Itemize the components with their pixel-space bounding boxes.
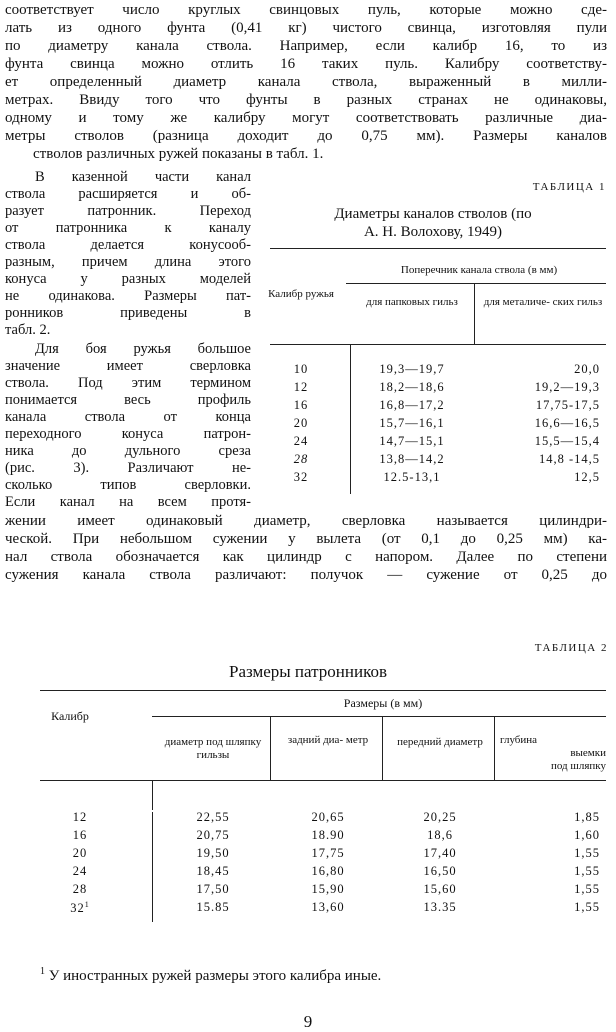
- text-line: метрах. Ввиду того что фунты в разных странах не одинаковы,: [5, 92, 607, 108]
- text-line: по диаметру канала ствола. Например, если калибр 16, то из: [5, 38, 607, 54]
- t2-cell-rim-depth: 1,60: [574, 828, 600, 842]
- t2-cell-rim-diameter: 20,75: [196, 828, 230, 842]
- text-line: сужения канала ствола различают: получок — сужение от 0,25 до: [5, 567, 607, 583]
- t2-cell-rear-diameter: 15,90: [311, 882, 345, 896]
- table-rule: [270, 248, 606, 249]
- text-line: от патронника к каналу: [5, 220, 251, 236]
- t1-cell-paper: 15,7—16,1: [379, 416, 445, 430]
- t1-cell-caliber: 32: [293, 470, 309, 484]
- text-line: ческой. При небольшом сужении у вылета (от 0,1 до 0,25 мм) ка-: [5, 531, 607, 547]
- column-header-metal: для металиче- ских гильз: [483, 296, 603, 308]
- column-header-front-diameter: передний диаметр: [397, 736, 483, 748]
- table-rule: [40, 780, 606, 781]
- footnote-text: У иностранных ружей размеры этого калибра иные.: [48, 968, 382, 984]
- footnote: [40, 966, 381, 985]
- t1-cell-paper: 16,8—17,2: [379, 398, 445, 412]
- text-line: ствола. Под этим термином: [5, 375, 251, 391]
- text-line: конуса у разных моделей: [5, 271, 251, 287]
- t1-cell-paper: 19,3—19,7: [379, 362, 445, 376]
- table-rule: [474, 283, 475, 345]
- t2-cell-front-diameter: 17,40: [423, 846, 457, 860]
- table-rule: [152, 780, 153, 810]
- t2-cell-rear-diameter: 17,75: [311, 846, 345, 860]
- t2-cell-caliber: 20: [72, 846, 88, 860]
- t2-cell-rim-depth: 1,55: [574, 900, 600, 914]
- table-title: А. Н. Волохову, 1949): [363, 224, 503, 240]
- t2-cell-rim-diameter: 22,55: [196, 810, 230, 824]
- t2-cell-caliber: 24: [72, 864, 88, 878]
- text-line: лать из одного фунта (0,41 кг) чистого свинца, изготовляя пули: [5, 20, 607, 36]
- table-rule: [494, 716, 495, 780]
- t2-cell-rear-diameter: 16,80: [311, 864, 345, 878]
- text-line: метры стволов (разница доходит до 0,75 мм). Размеры каналов: [5, 128, 607, 144]
- text-line: фунта свинца можно отлить 16 таких пуль. Калибру соответству-: [5, 56, 607, 72]
- t2-cell-front-diameter: 16,50: [423, 864, 457, 878]
- t1-cell-metal: 19,2—19,3: [534, 380, 600, 394]
- text-line: разным, причем длина этого: [5, 254, 251, 270]
- text-line: ет определенный диаметр канала ствола, выраженный в милли-: [5, 74, 607, 90]
- column-header-caliber: Калибр: [51, 709, 89, 723]
- text-line: не одинакова. Размеры пат-: [5, 288, 251, 304]
- page-number: 9: [303, 1012, 313, 1031]
- t2-cell-rim-depth: 1,85: [574, 810, 600, 824]
- text-line: табл. 2.: [5, 322, 51, 338]
- t2-cell-front-diameter: 18,6: [427, 828, 453, 842]
- table-caption: ТАБЛИЦА 2: [534, 642, 608, 654]
- table-rule: [152, 812, 153, 922]
- t2-cell-rear-diameter: 18.90: [311, 828, 345, 842]
- t2-cell-caliber: 16: [72, 828, 88, 842]
- text-line: жении имеет одинаковый диаметр, сверловка называется цилиндри-: [5, 513, 607, 529]
- t2-cell-rim-diameter: 15.85: [196, 900, 230, 914]
- table-caption: ТАБЛИЦА 1: [532, 181, 606, 193]
- t2-cell-rear-diameter: 13,60: [311, 900, 345, 914]
- t1-cell-caliber: 12: [293, 380, 309, 394]
- t2-cell-rim-diameter: 19,50: [196, 846, 230, 860]
- column-header-rim-depth: глубина выемки под шляпку: [500, 734, 606, 772]
- table-rule: [152, 716, 606, 717]
- t2-cell-rim-depth: 1,55: [574, 882, 600, 896]
- text-line: значение имеет сверловка: [5, 358, 251, 374]
- text-line: понимается весь профиль: [5, 392, 251, 408]
- t2-cell-front-diameter: 13.35: [423, 900, 457, 914]
- t2-cell-front-diameter: 15,60: [423, 882, 457, 896]
- t2-cell-front-diameter: 20,25: [423, 810, 457, 824]
- column-header-paper: для папковых гильз: [366, 296, 458, 308]
- text-line: соответствует число круглых свинцовых пуль, которые можно сде-: [5, 2, 607, 18]
- table-title: Размеры патронников: [228, 662, 387, 681]
- t1-cell-caliber: 28: [293, 452, 309, 466]
- table-rule: [270, 716, 271, 780]
- t1-cell-metal: 12,5: [574, 470, 600, 484]
- t1-cell-caliber: 16: [293, 398, 309, 412]
- t2-cell-caliber: [40, 900, 120, 916]
- t1-cell-caliber: 20: [293, 416, 309, 430]
- t2-cell-rim-diameter: 17,50: [196, 882, 230, 896]
- t1-cell-caliber: 24: [293, 434, 309, 448]
- t2-caliber-value: 32: [70, 901, 85, 916]
- text-line: разует патронник. Переход: [5, 203, 251, 219]
- text-line: ронников приведены в: [5, 305, 251, 321]
- t2-cell-rim-depth: 1,55: [574, 846, 600, 860]
- t1-cell-metal: 17,75-17,5: [535, 398, 600, 412]
- text-line: одному и тому же калибру могут соответствовать различные диа-: [5, 110, 607, 126]
- text-line: стволов различных ружей показаны в табл. 1.: [33, 146, 324, 162]
- column-header-rim-diameter: диаметр под шляпку гильзы: [164, 736, 262, 761]
- t1-cell-metal: 14,8 -14,5: [538, 452, 600, 466]
- t2-cell-caliber: 28: [72, 882, 88, 896]
- footnote-mark: 1: [40, 966, 45, 977]
- table-rule: [40, 690, 606, 691]
- t2-cell-rim-depth: 1,55: [574, 864, 600, 878]
- t1-cell-paper: 12.5-13,1: [383, 470, 441, 484]
- column-header-rear-diameter: задний диа- метр: [287, 734, 369, 746]
- text-line: переходного конуса патрон-: [5, 426, 251, 442]
- t2-cell-rear-diameter: 20,65: [311, 810, 345, 824]
- text-line: ствола расширяется и об-: [5, 186, 251, 202]
- table-rule: [382, 716, 383, 780]
- text-line: Для боя ружья большое: [35, 341, 251, 357]
- table-rule: [270, 344, 606, 345]
- text-line: ника до дульного среза: [5, 443, 251, 459]
- table-title: Диаметры каналов стволов (по: [334, 206, 532, 222]
- text-line: Если канал на всем протя-: [5, 494, 251, 510]
- text-line: (рис. 3). Различают не-: [5, 460, 251, 476]
- footnote-mark: 1: [84, 900, 90, 909]
- text-line: нал ствола обозначается как цилиндр с напором. Далее по степени: [5, 549, 607, 565]
- t1-cell-metal: 20,0: [574, 362, 600, 376]
- column-header-caliber: Калибр ружья: [268, 288, 334, 300]
- column-group-header: Размеры (в мм): [343, 696, 423, 710]
- t1-cell-caliber: 10: [293, 362, 309, 376]
- text-line: сколько типов сверловки.: [5, 477, 251, 493]
- column-group-header: Поперечник канала ствола (в мм): [400, 264, 558, 276]
- text-line: ствола делается конусооб-: [5, 237, 251, 253]
- t1-cell-paper: 18,2—18,6: [379, 380, 445, 394]
- t1-cell-paper: 13,8—14,2: [379, 452, 445, 466]
- text-line: канала ствола от конца: [5, 409, 251, 425]
- t2-cell-rim-diameter: 18,45: [196, 864, 230, 878]
- table-rule: [346, 283, 606, 284]
- text-line: В казенной части канал: [35, 169, 251, 185]
- t2-cell-caliber: 12: [72, 810, 88, 824]
- t1-cell-metal: 15,5—15,4: [534, 434, 600, 448]
- t1-cell-metal: 16,6—16,5: [534, 416, 600, 430]
- t1-cell-paper: 14,7—15,1: [379, 434, 445, 448]
